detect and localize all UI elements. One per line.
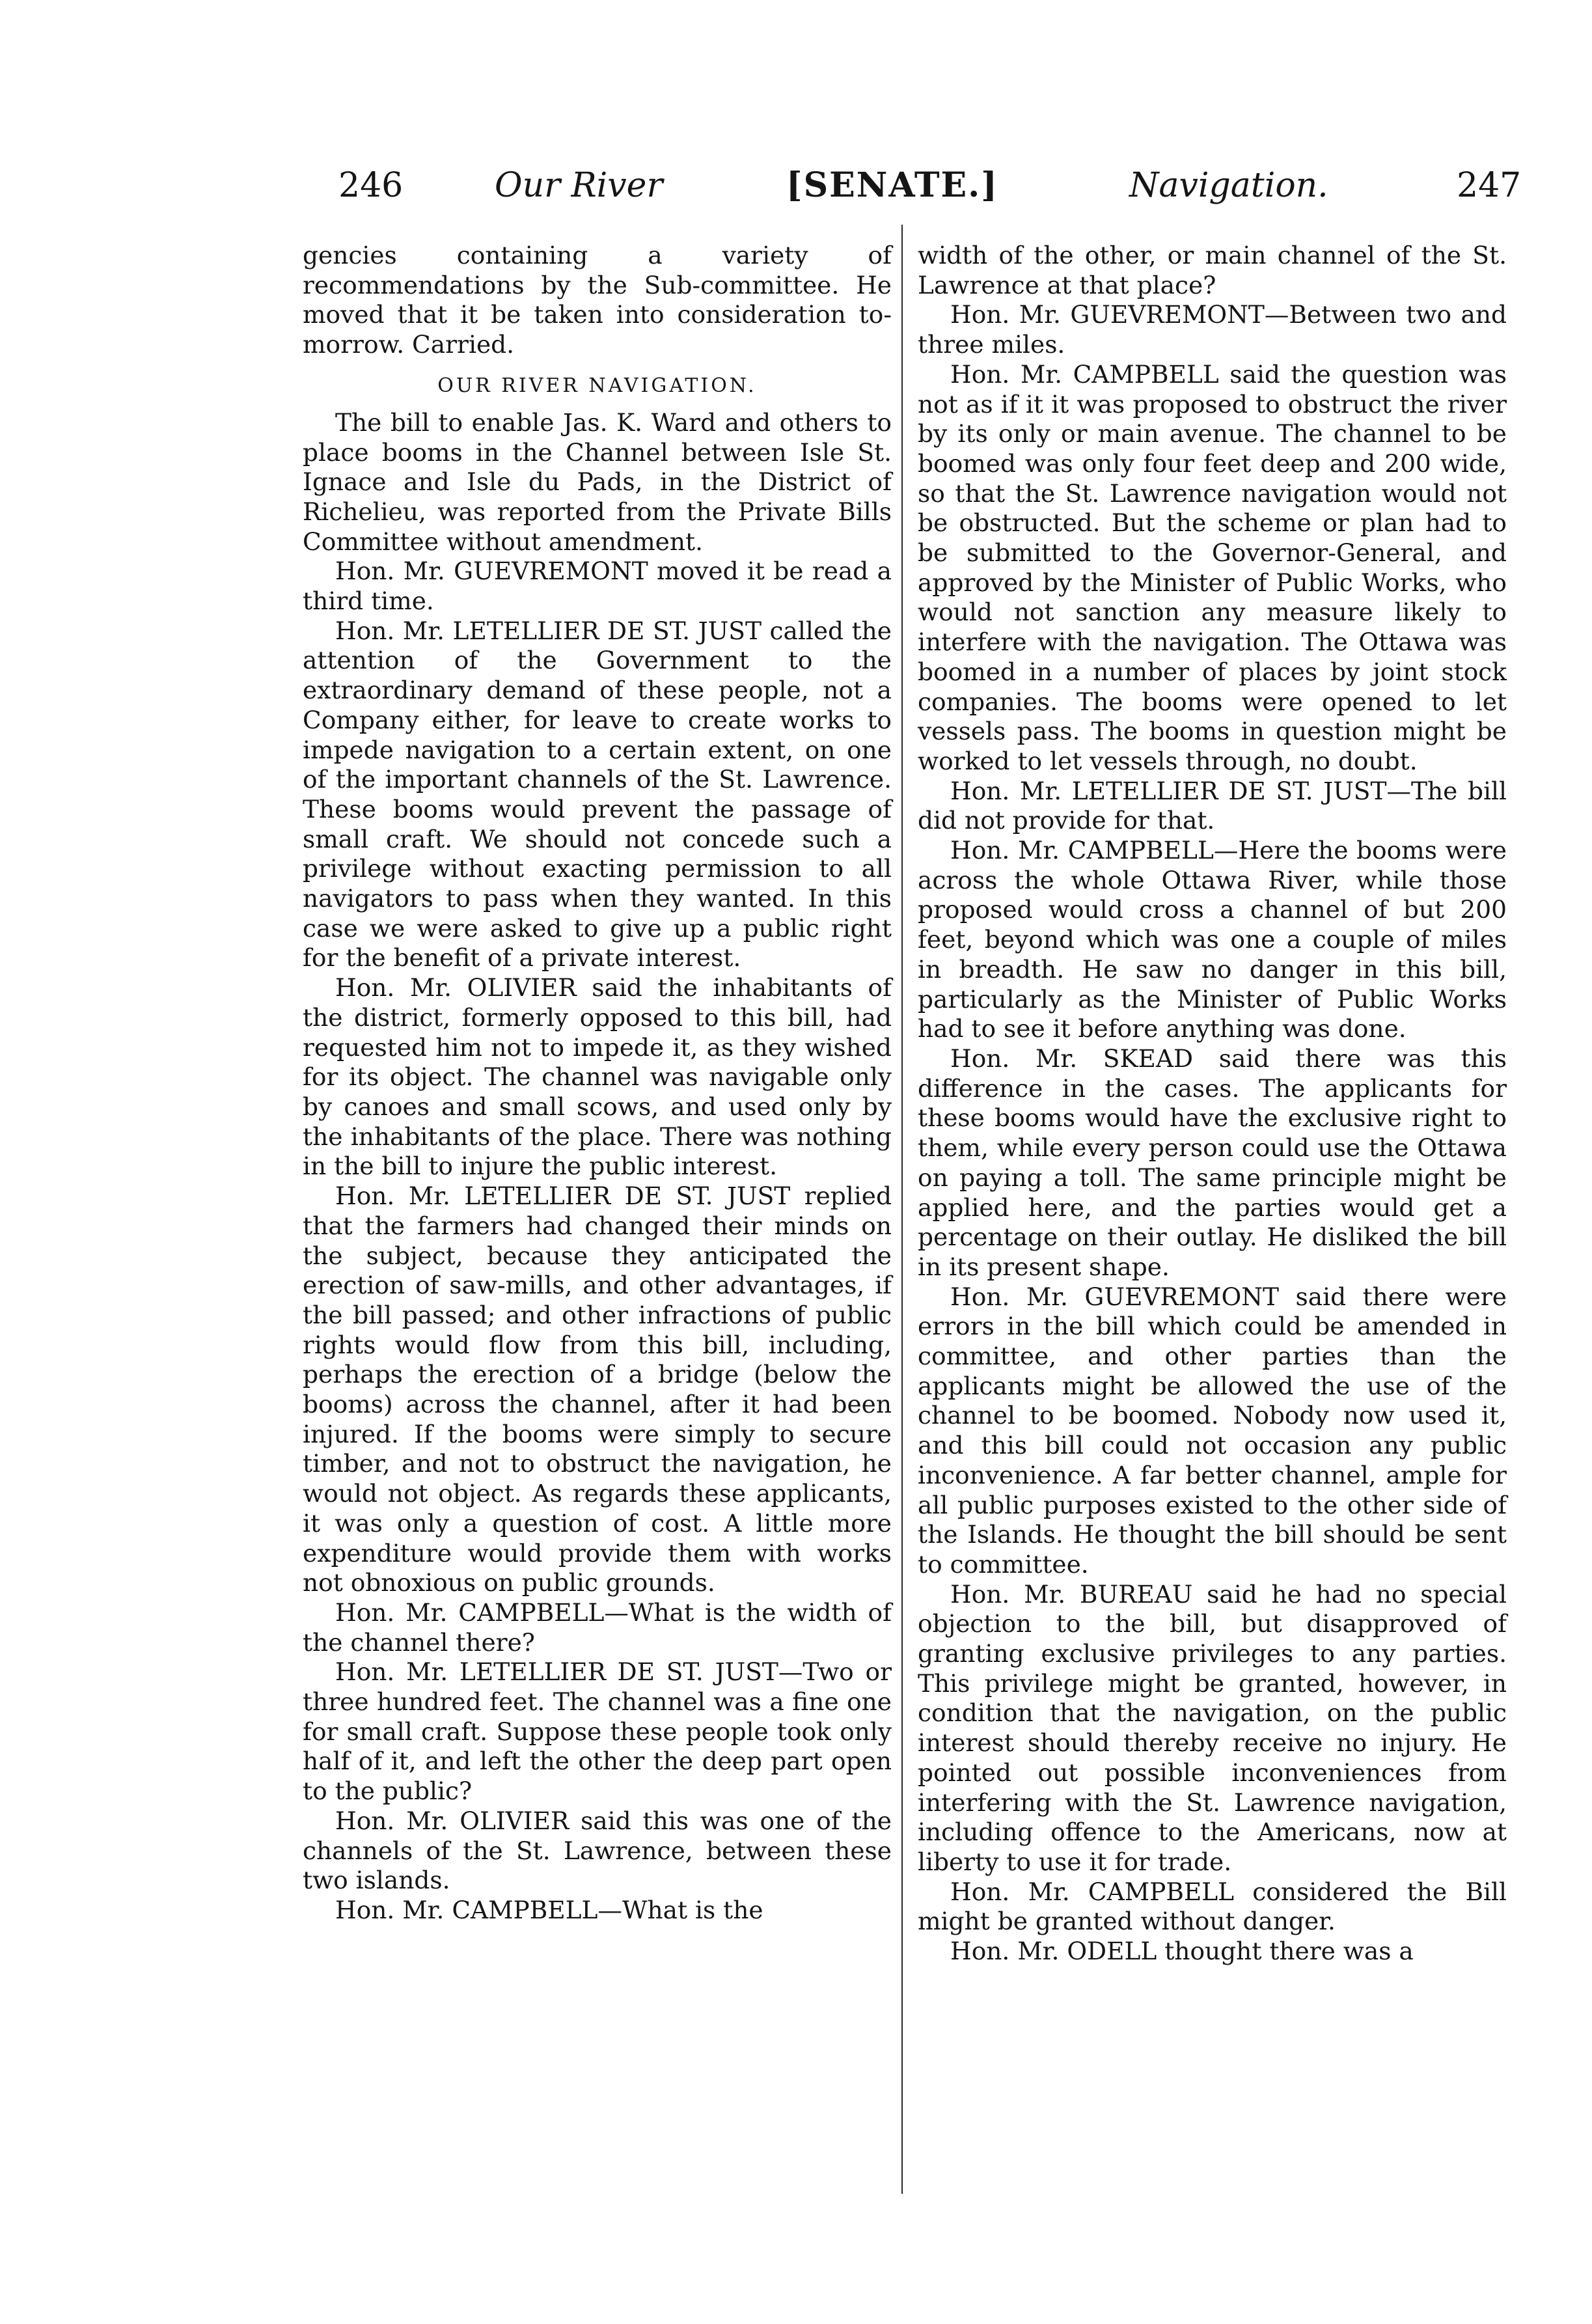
paragraph: Hon. Mr. GUEVREMONT said there were errors in the bill which could be amended in committee, and other parties than the applicants might be allowed the use of the channel to be boomed. Nobody now used it, and this bill could not occasion any public inconvenience. A far better channel, ample for all public purposes existed to the other side of the Islands. He thought the bill should be sent to committee.	[918, 1282, 1507, 1579]
paragraph: width of the other, or main channel of the St. Lawrence at that place?	[918, 241, 1507, 299]
paragraph: Hon. Mr. BUREAU said he had no special objection to the bill, but disapproved of granting exclusive privileges to any parties. This privilege might be granted, however, in condition that the navigation, on the public interest should thereby receive no injury. He pointed out possible inconveniences from interfering with the St. Lawrence navigation, including offence to the Americans, now at liberty to use it for trade.	[918, 1579, 1507, 1876]
left-column	[303, 241, 892, 1926]
paragraph: Hon. Mr. GUEVREMONT—Between two and three miles.	[918, 300, 1507, 359]
page-number-left: 246	[338, 166, 404, 205]
paragraph: Hon. Mr. CAMPBELL said the question was not as if it it was proposed to obstruct the river by its only or main avenue. The channel to be boomed was only four feet deep and 200 wide, so that the St. Lawrence navigation would not be obstructed. But the scheme or plan had to be submitted to the Governor-General, and approved by the Minister of Public Works, who would not sanction any measure likely to interfere with the navigation. The Ottawa was boomed in a number of places by joint stock companies. The booms were opened to let vessels pass. The booms in question might be worked to let vessels through, no doubt.	[918, 359, 1507, 775]
chamber-title: [SENATE.]	[786, 165, 998, 205]
running-head-left: Our River	[495, 166, 663, 205]
paragraph: Hon. Mr. LETELLIER DE ST. JUST—Two or three hundred feet. The channel was a fine one for small craft. Suppose these people took only half of it, and left the other the deep part open to the public?	[303, 1657, 892, 1806]
paragraph: Hon. Mr. CAMPBELL considered the Bill might be granted without danger.	[918, 1877, 1507, 1936]
paragraph: Hon. Mr. CAMPBELL—What is the width of the channel there?	[303, 1598, 892, 1657]
paragraph: Hon. Mr. ODELL thought there was a	[950, 1937, 1414, 1966]
paragraph: Hon. Mr. LETELLIER DE ST. JUST called the attention of the Government to the extraordinary demand of these people, not a Company either, for leave to create works to impede navigation to a certain extent, on one of the important channels of the St. Lawrence. These booms would prevent the passage of small craft. We should not concede such a privilege without exacting permission to all navigators to pass when they wanted. In this case we were asked to give up a public right for the benefit of a private interest.	[303, 616, 892, 973]
paragraph: Hon. Mr. OLIVIER said the inhabitants of the district, formerly opposed to this bill, had requested him not to impede it, as they wished for its object. The channel was navigable only by canoes and small scows, and used only by the inhabitants of the place. There was nothing in the bill to injure the public interest.	[303, 973, 892, 1181]
paragraph: gencies containing a variety of recommendations by the Sub-committee. He moved that it be taken into consideration to-morrow. Carried.	[303, 241, 892, 359]
paragraph: Hon. Mr. LETELLIER DE ST. JUST—The bill did not provide for that.	[918, 776, 1507, 835]
paragraph: Hon. Mr. GUEVREMONT moved it be read a third time.	[303, 557, 892, 616]
paragraph: Hon. Mr. SKEAD said there was this difference in the cases. The applicants for these booms would have the exclusive right to them, while every person could use the Ottawa on paying a toll. The same principle might be applied here, and the parties would get a percentage on their outlay. He disliked the bill in its present shape.	[918, 1044, 1507, 1281]
paragraph: The bill to enable Jas. K. Ward and others to place booms in the Channel between Isle St. Ignace and Isle du Pads, in the District of Richelieu, was reported from the Private Bills Committee without amendment.	[303, 408, 892, 556]
paragraph: Hon. Mr. OLIVIER said this was one of the channels of the St. Lawrence, between these two islands.	[303, 1806, 892, 1895]
paragraph: Hon. Mr. CAMPBELL—What is the	[335, 1895, 763, 1924]
right-column	[918, 241, 1507, 1967]
column-divider	[901, 225, 903, 2194]
page-number-right: 247	[1457, 166, 1522, 205]
section-heading: OUR RIVER NAVIGATION.	[437, 374, 757, 397]
running-head-right: Navigation.	[1129, 166, 1328, 205]
paragraph: Hon. Mr. LETELLIER DE ST. JUST replied that the farmers had changed their minds on the subject, because they anticipated the erection of saw-mills, and other advantages, if the bill passed; and other infractions of public rights would flow from this bill, including, perhaps the erection of a bridge (below the booms) across the channel, after it had been injured. If the booms were simply to secure timber, and not to obstruct the navigation, he would not object. As regards these applicants, it was only a question of cost. A little more expenditure would provide them with works not obnoxious on public grounds.	[303, 1182, 892, 1598]
paragraph: Hon. Mr. CAMPBELL—Here the booms were across the whole Ottawa River, while those proposed would cross a channel of but 200 feet, beyond which was one a couple of miles in breadth. He saw no danger in this bill, particularly as the Minister of Public Works had to see it before anything was done.	[918, 836, 1507, 1044]
page-header	[0, 0, 1592, 221]
